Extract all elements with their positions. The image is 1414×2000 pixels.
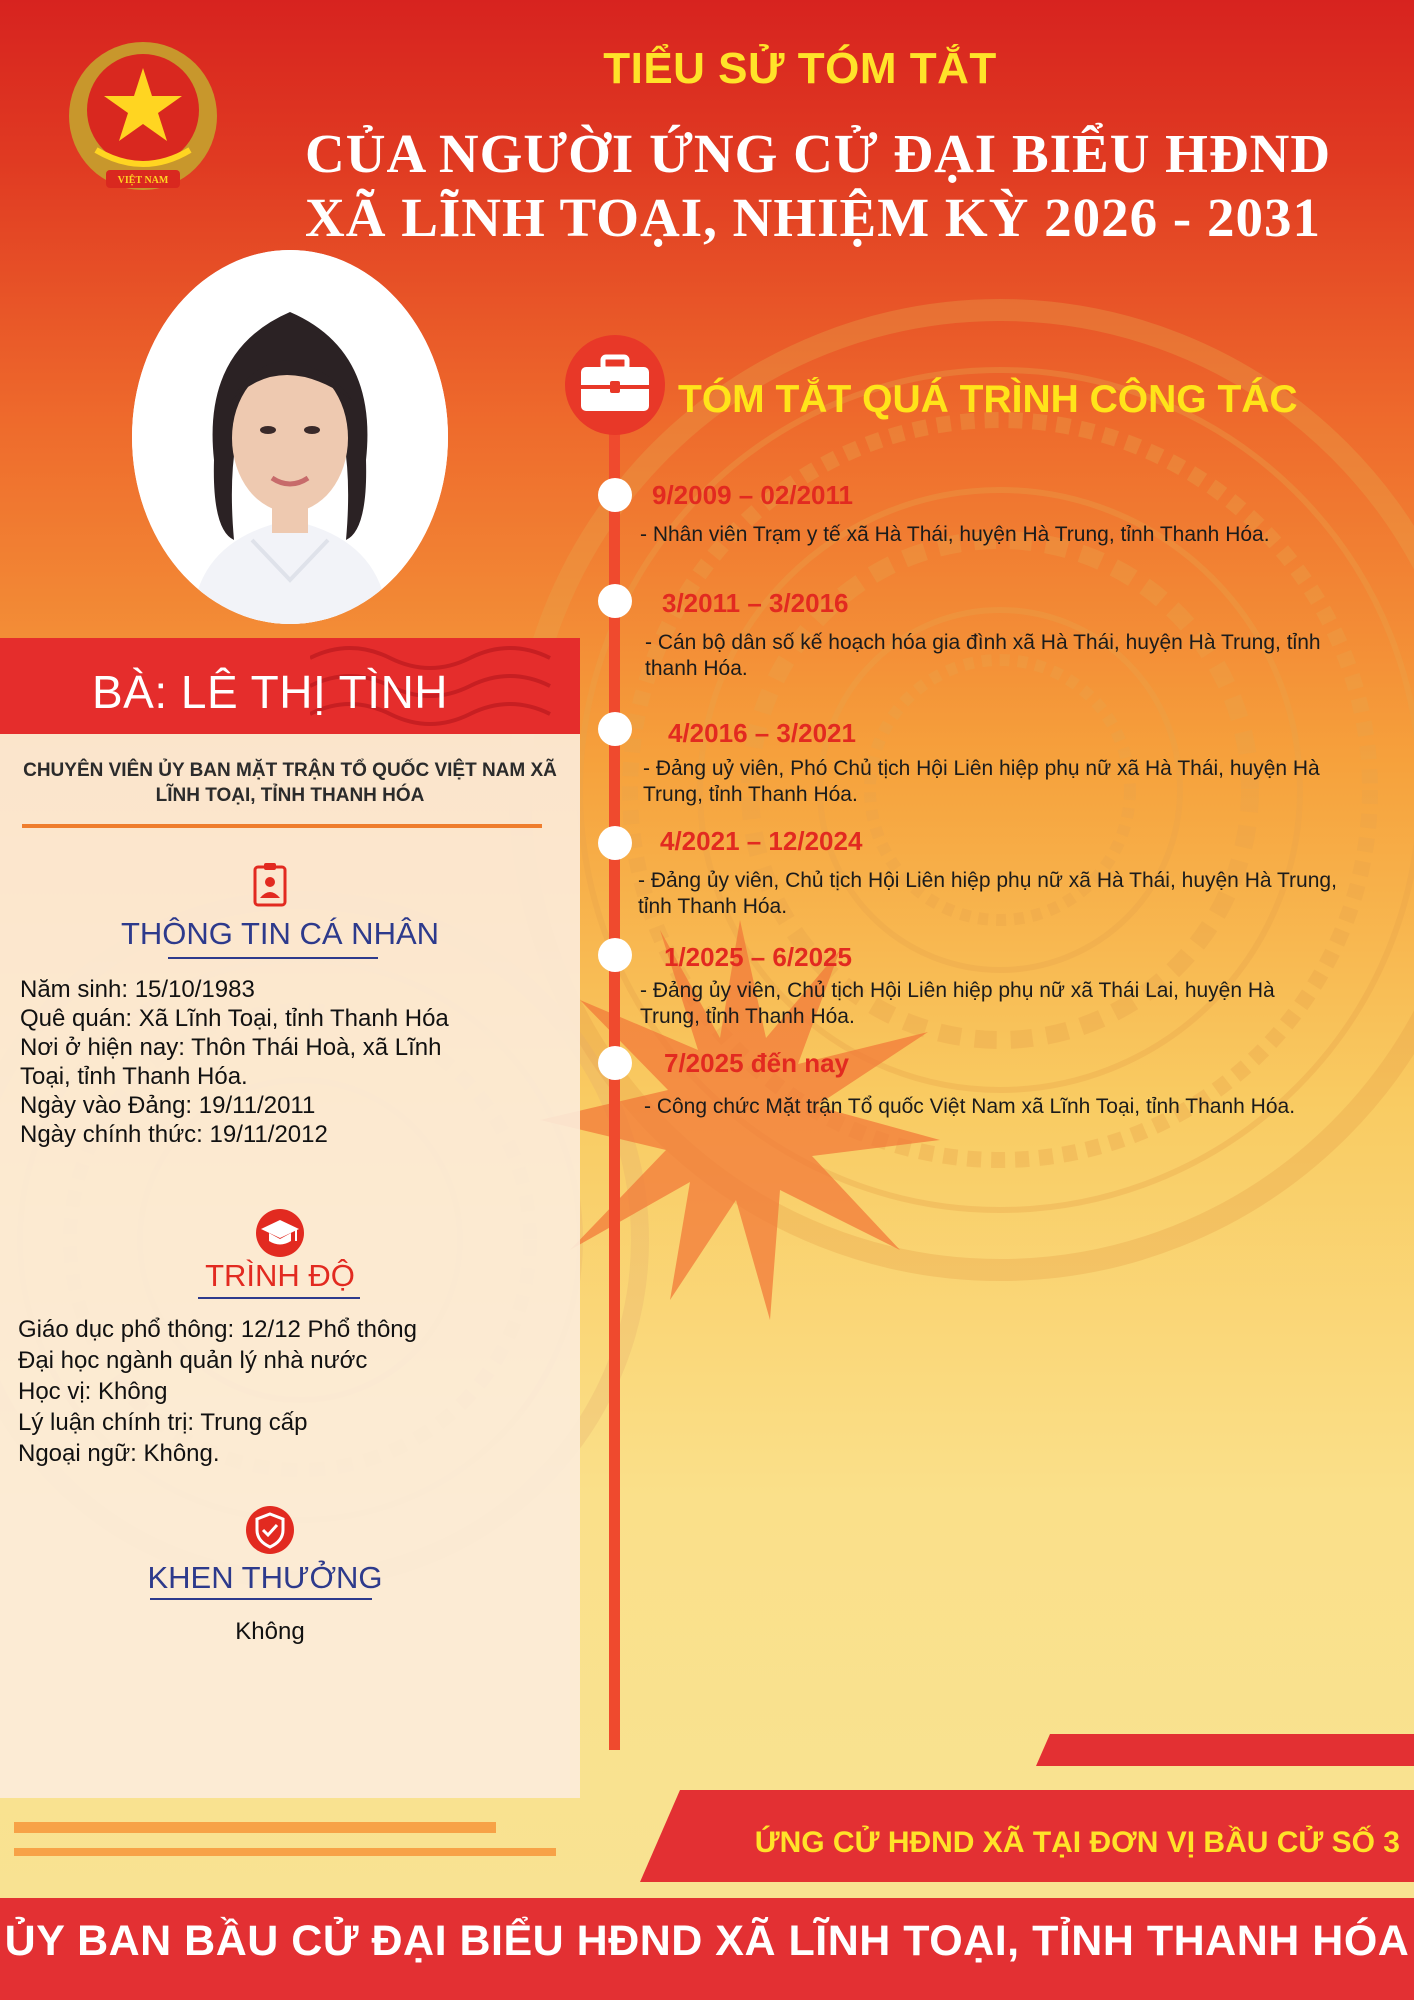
- personal-info: [20, 975, 560, 1149]
- divider: [150, 1598, 372, 1600]
- header-title-line2: XÃ LĨNH TOẠI, NHIỆM KỲ 2026 - 2031: [305, 187, 1321, 248]
- education-title: TRÌNH ĐỘ: [205, 1258, 355, 1293]
- divider: [198, 1297, 360, 1299]
- education-info: [18, 1314, 558, 1469]
- candidate-name: BÀ: LÊ THỊ TÌNH: [92, 666, 449, 718]
- info-line: Học vị: Không: [18, 1378, 168, 1405]
- timeline-date: 9/2009 – 02/2011: [652, 480, 853, 510]
- timeline-header-circle: [565, 335, 665, 435]
- shield-check-icon: [245, 1505, 295, 1555]
- divider: [22, 824, 542, 828]
- header-subtitle: TIỂU SỬ TÓM TẮT: [603, 44, 997, 93]
- timeline-dot: [598, 712, 632, 746]
- candidate-portrait: [132, 250, 448, 624]
- briefcase-icon: [565, 335, 665, 435]
- timeline-date: 7/2025 đến nay: [664, 1048, 849, 1078]
- info-line: Quê quán: Xã Lĩnh Toại, tỉnh Thanh Hóa: [20, 1005, 449, 1032]
- timeline-date: 1/2025 – 6/2025: [664, 942, 852, 972]
- footer-committee-text: ỦY BAN BẦU CỬ ĐẠI BIỂU HĐND XÃ LĨNH TOẠI, TỈNH THANH HÓA: [4, 1917, 1410, 1965]
- timeline-dot: [598, 1046, 632, 1080]
- timeline-dot: [598, 478, 632, 512]
- header-title-line1: CỦA NGƯỜI ỨNG CỬ ĐẠI BIỂU HĐND: [305, 123, 1332, 184]
- info-line: Toại, tỉnh Thanh Hóa.: [20, 1063, 248, 1090]
- timeline-desc: - Cán bộ dân số kế hoạch hóa gia đình xã Hà Thái, huyện Hà Trung, tỉnh thanh Hóa.: [645, 631, 1321, 680]
- timeline-desc: - Công chức Mặt trận Tổ quốc Việt Nam xã Lĩnh Toại, tỉnh Thanh Hóa.: [644, 1095, 1296, 1118]
- national-emblem-icon: [62, 38, 224, 200]
- awards-title: KHEN THƯỞNG: [147, 1560, 383, 1595]
- awards-text: Không: [235, 1618, 305, 1645]
- career-title: TÓM TẮT QUÁ TRÌNH CÔNG TÁC: [678, 378, 1298, 421]
- timeline-desc: - Đảng ủy viên, Chủ tịch Hội Liên hiệp phụ nữ xã Hà Thái, huyện Hà Trung, tỉnh Thanh Hóa.: [638, 869, 1337, 918]
- timeline-dot: [598, 938, 632, 972]
- timeline-desc: - Nhân viên Trạm y tế xã Hà Thái, huyện Hà Trung, tỉnh Thanh Hóa.: [640, 523, 1270, 546]
- info-line: Ngày chính thức: 19/11/2012: [20, 1121, 328, 1148]
- timeline-date: 3/2011 – 3/2016: [662, 588, 849, 618]
- election-unit-text: ỨNG CỬ HĐND XÃ TẠI ĐƠN VỊ BẦU CỬ SỐ 3: [754, 1826, 1400, 1859]
- timeline-date: 4/2016 – 3/2021: [668, 718, 856, 748]
- footer-ribbon: [0, 1730, 1414, 1910]
- info-line: Nơi ở hiện nay: Thôn Thái Hoà, xã Lĩnh: [20, 1034, 442, 1061]
- candidate-position: CHUYÊN VIÊN ỦY BAN MẶT TRẬN TỔ QUỐC VIỆT NAM XÃ LĨNH TOẠI, TỈNH THANH HÓA: [23, 760, 557, 806]
- personal-info-title: THÔNG TIN CÁ NHÂN: [120, 916, 440, 951]
- divider: [168, 957, 378, 959]
- timeline-desc: - Đảng ủy viên, Chủ tịch Hội Liên hiệp phụ nữ xã Thái Lai, huyện Hà Trung, tỉnh Thanh Hóa.: [640, 979, 1275, 1028]
- timeline-dot: [598, 826, 632, 860]
- info-line: Năm sinh: 15/10/1983: [20, 976, 255, 1003]
- graduation-cap-icon: [255, 1208, 305, 1258]
- info-line: Đại học ngành quản lý nhà nước: [18, 1347, 368, 1374]
- info-line: Giáo dục phổ thông: 12/12 Phổ thông: [18, 1316, 417, 1343]
- timeline-date: 4/2021 – 12/2024: [660, 826, 863, 856]
- info-line: Ngày vào Đảng: 19/11/2011: [20, 1092, 316, 1119]
- timeline-desc: - Đảng uỷ viên, Phó Chủ tịch Hội Liên hiệp phụ nữ xã Hà Thái, huyện Hà Trung, tỉnh Thanh Hóa.: [643, 757, 1320, 806]
- emblem-text: VIỆT NAM: [117, 175, 169, 186]
- info-line: Lý luận chính trị: Trung cấp: [18, 1409, 308, 1436]
- id-badge-icon: [245, 860, 295, 910]
- timeline-dot: [598, 584, 632, 618]
- info-line: Ngoại ngữ: Không.: [18, 1440, 220, 1467]
